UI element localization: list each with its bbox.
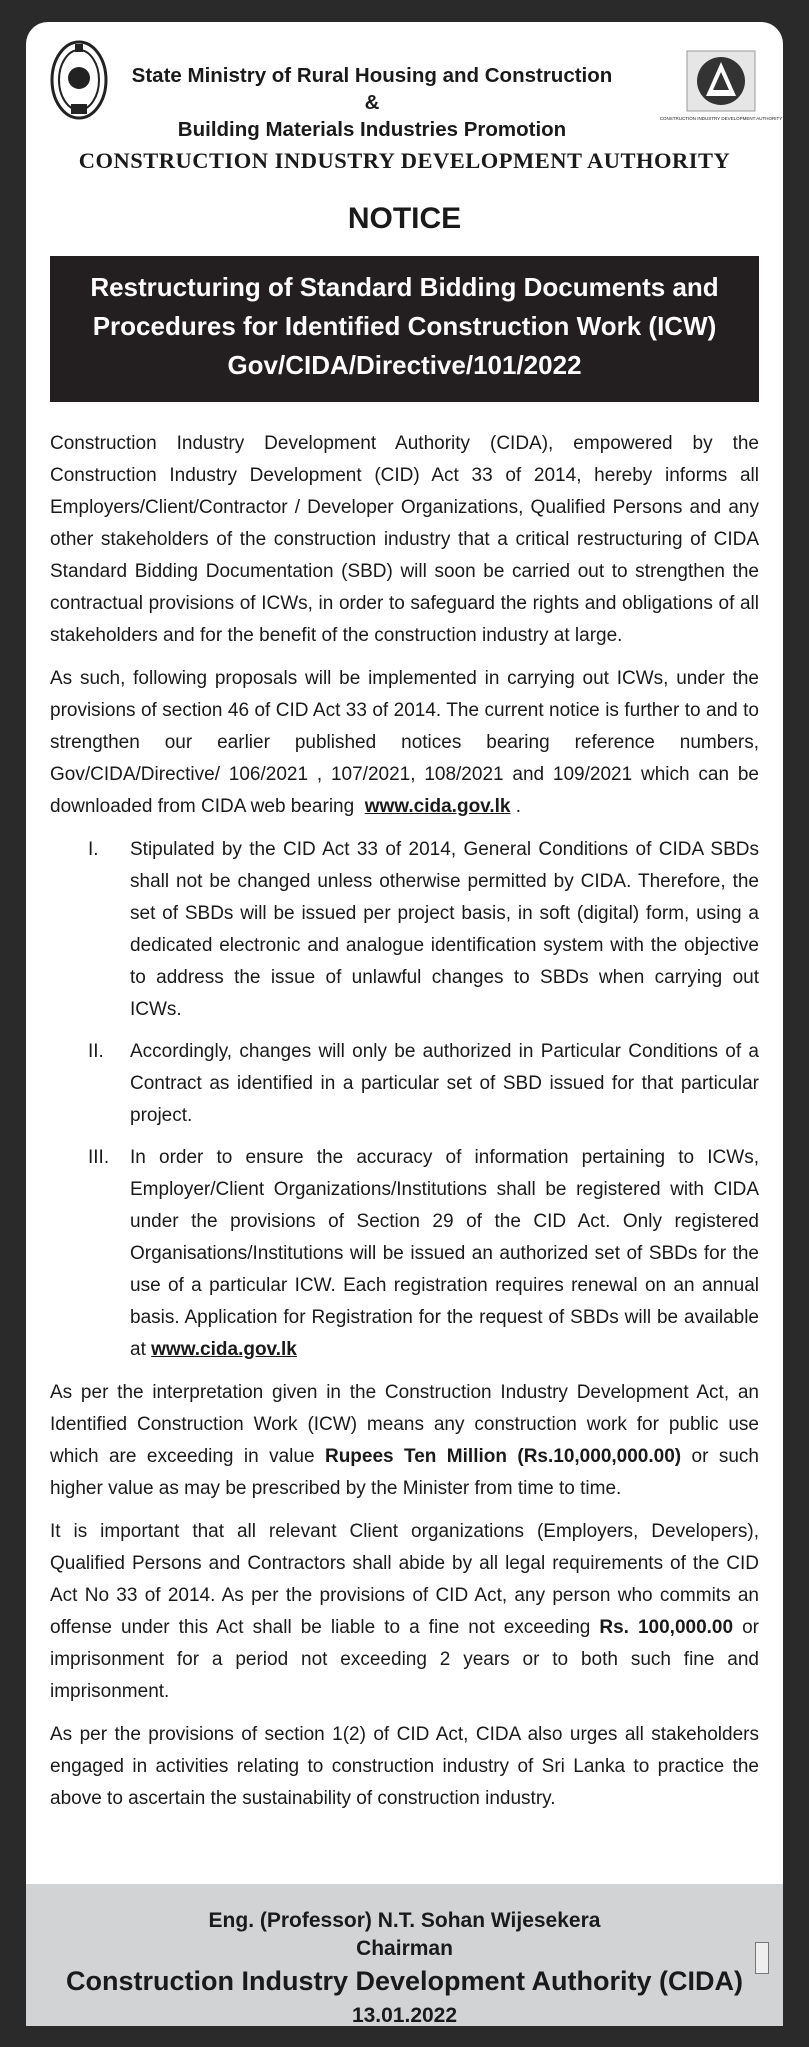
icw-definition-text: As per the interpretation given in the Construction Industry Development Act, an Identified Construction Work (ICW) means any construction work for public use which are exceeding in value [50, 1382, 759, 1467]
print-code-mark [755, 1942, 769, 1974]
paragraph-icw-definition [50, 1377, 759, 1505]
title-line-3: Gov/CIDA/Directive/101/2022 [227, 350, 582, 380]
notice-title-box [50, 256, 759, 402]
notice-body [26, 428, 783, 1815]
list-item [50, 834, 759, 1026]
signatory-organization: Construction Industry Development Authority (CIDA) [65, 1966, 743, 1996]
authority-heading: CONSTRUCTION INDUSTRY DEVELOPMENT AUTHORITY [78, 148, 731, 173]
paragraph-proposals-text: As such, following proposals will be implemented in carrying out ICWs, under the provisions of section 46 of CID Act 33 of 2014. The current notice is further to and to strengthen our earlier published notices bearing reference numbers, Gov/CIDA/Directive/ 106/2021 , 107/2021, 108/2021 and 109/2021 which can be downloaded from CIDA web bearing [50, 668, 759, 817]
fine-amount: Rs. 100,000.00 [599, 1617, 734, 1638]
cida-logo-caption: CONSTRUCTION INDUSTRY DEVELOPMENT AUTHORITY [659, 116, 783, 121]
cida-website-link[interactable]: www.cida.gov.lk [364, 796, 511, 817]
title-line-2: Procedures for Identified Construction Work (ICW) [92, 311, 717, 341]
ministry-line-2: Building Materials Industries Promotion [177, 118, 567, 141]
paragraph-proposals-end: . [515, 796, 522, 817]
list-item-text: In order to ensure the accuracy of information pertaining to ICWs, Employer/Client Organizations/Institutions shall be registered with CIDA under the provisions of Section 29 of the CID Act. Only registered Organisations/Institutions will be issued an authorized set of SBDs for the use of a particular ICW. Each registration requires renewal on an annual basis. Application for Registration for the request of SBDs will be available at [130, 1147, 759, 1360]
list-number: III. [88, 1147, 110, 1168]
proposal-list [50, 834, 759, 1366]
list-item [50, 1036, 759, 1132]
ministry-name [122, 62, 622, 143]
icw-threshold-value: Rupees Ten Million (Rs.10,000,000.00) [324, 1446, 682, 1467]
list-number: II. [88, 1041, 104, 1062]
cida-registration-link[interactable]: www.cida.gov.lk [151, 1339, 297, 1360]
icw-definition-end: or such higher value as may be prescribed by the Minister from time to time. [50, 1446, 759, 1499]
title-line-1: Restructuring of Standard Bidding Documents and [90, 272, 719, 302]
list-item [50, 1142, 759, 1366]
notice-date: 13.01.2022 [351, 2004, 458, 2027]
letterhead [26, 22, 783, 140]
list-number: I. [88, 839, 99, 860]
sri-lanka-emblem-icon [50, 38, 108, 122]
notice-label: NOTICE [347, 202, 462, 235]
paragraph-sustainability: As per the provisions of section 1(2) of CID Act, CIDA also urges all stakeholders engaged in activities relating to construction industry of Sri Lanka to practice the above to ascertain the sustainability of construction industry. [50, 1724, 759, 1809]
signature-footer [26, 1884, 783, 2026]
signatory-role: Chairman [356, 1937, 453, 1960]
ministry-line-1: State Ministry of Rural Housing and Construction & [131, 64, 613, 114]
legal-requirements-end: or imprisonment for a period not exceeding 2 years or to both such fine and imprisonment. [50, 1617, 759, 1702]
cida-logo-icon [659, 50, 783, 132]
legal-requirements-text: It is important that all relevant Client organizations (Employers, Developers), Qualified Persons and Contractors shall abide by all legal requirements of the CID Act No 33 of 2014. As per the provisions of CID Act, any person who commits an offense under this Act shall be liable to a fine not exceeding [50, 1521, 759, 1638]
signatory-name: Eng. (Professor) N.T. Sohan Wijesekera [208, 1909, 601, 1932]
list-item-text: Accordingly, changes will only be authorized in Particular Conditions of a Contract as identified in a particular set of SBD issued for that particular project. [130, 1041, 759, 1126]
notice-page [26, 22, 783, 2026]
list-item-text: Stipulated by the CID Act 33 of 2014, General Conditions of CIDA SBDs shall not be changed unless otherwise permitted by CIDA. Therefore, the set of SBDs will be issued per project basis, in soft (digital) form, using a dedicated electronic and analogue identification system with the objective to address the issue of unlawful changes to SBDs when carrying out ICWs. [130, 839, 759, 1020]
paragraph-legal-requirements [50, 1516, 759, 1708]
paragraph-intro: Construction Industry Development Authority (CIDA), empowered by the Construction Industry Development (CID) Act 33 of 2014, hereby informs all Employers/Client/Contractor / Developer Organizations, Qualified Persons and any other stakeholders of the construction industry that a critical restructuring of CIDA Standard Bidding Documentation (SBD) will soon be carried out to strengthen the contractual provisions of ICWs, in order to safeguard the rights and obligations of all stakeholders and for the benefit of the construction industry at large. [50, 433, 759, 646]
paragraph-proposals [50, 663, 759, 823]
